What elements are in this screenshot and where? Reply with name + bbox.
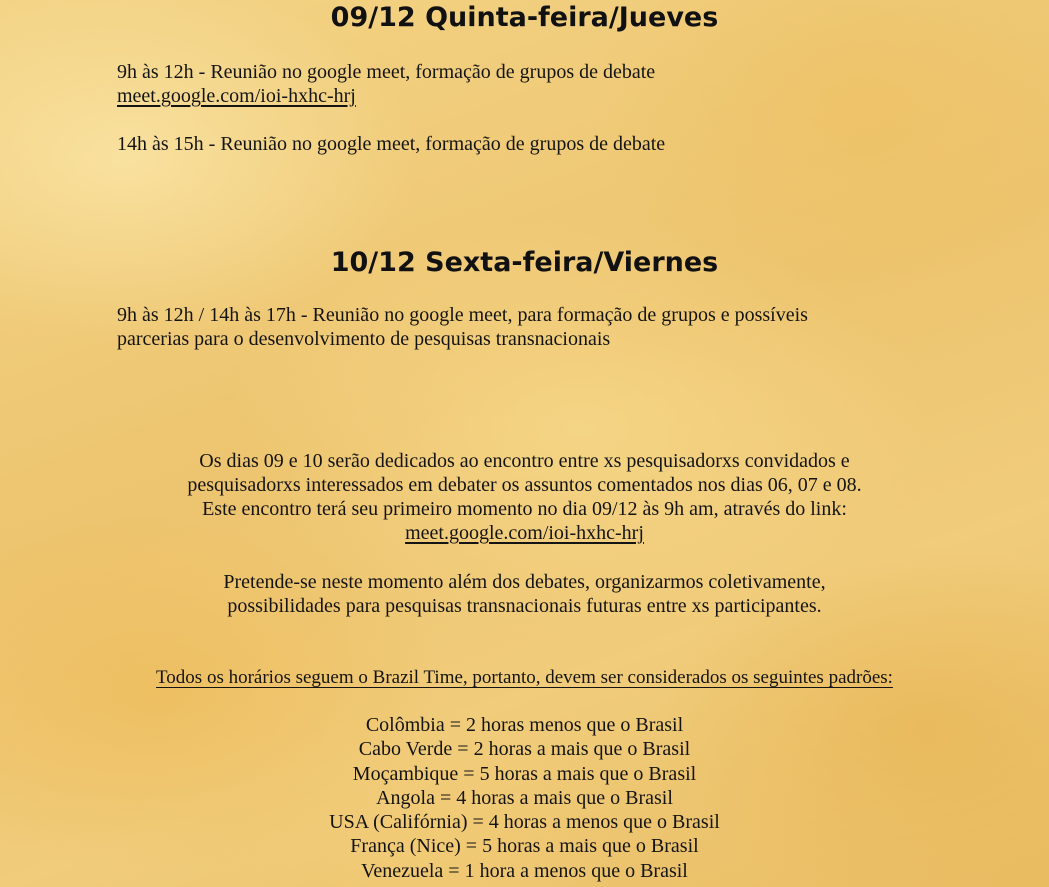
timezone-item-venezuela: Venezuela = 1 hora a menos que o Brasil bbox=[361, 859, 688, 882]
timezone-item-franca: França (Nice) = 5 horas a mais que o Brasil bbox=[350, 835, 699, 858]
timezone-note bbox=[0, 666, 1049, 690]
day1-session1 bbox=[117, 60, 997, 108]
purpose-paragraph bbox=[0, 570, 1049, 618]
day1-heading: 09/12 Quinta-feira/Jueves bbox=[330, 2, 719, 33]
timezone-list bbox=[0, 713, 1049, 883]
timezone-item-usa: USA (Califórnia) = 4 horas a menos que o Brasil bbox=[329, 811, 720, 834]
purpose-line-2: possibilidades para pesquisas transnacionais futuras entre xs participantes. bbox=[227, 595, 822, 617]
day2-heading: 10/12 Sexta-feira/Viernes bbox=[330, 247, 719, 278]
purpose-line-1: Pretende-se neste momento além dos debates, organizarmos coletivamente, bbox=[223, 571, 826, 593]
day1-session1-text: 9h às 12h - Reunião no google meet, formação de grupos de debate bbox=[117, 61, 656, 83]
timezone-note-text: Todos os horários seguem o Brazil Time, portanto, devem ser considerados os seguintes padrões: bbox=[156, 667, 893, 688]
day2-session-line2: parcerias para o desenvolvimento de pesquisas transnacionais bbox=[117, 328, 611, 350]
info-line-1: Os dias 09 e 10 serão dedicados ao encontro entre xs pesquisadorxs convidados e bbox=[199, 450, 850, 472]
timezone-item-angola: Angola = 4 horas a mais que o Brasil bbox=[376, 786, 673, 809]
day2-session-line1: 9h às 12h / 14h às 17h - Reunião no google meet, para formação de grupos e possíveis bbox=[117, 304, 808, 326]
day1-meet-link[interactable]: meet.google.com/ioi-hxhc-hrj bbox=[117, 85, 356, 107]
info-line-3: Este encontro terá seu primeiro momento no dia 09/12 às 9h am, através do link: bbox=[202, 498, 847, 520]
day1-session2: 14h às 15h - Reunião no google meet, formação de grupos de debate bbox=[117, 133, 666, 155]
day2-session bbox=[117, 303, 997, 351]
info-meet-link[interactable]: meet.google.com/ioi-hxhc-hrj bbox=[405, 522, 644, 544]
timezone-item-mocambique: Moçambique = 5 horas a mais que o Brasil bbox=[352, 762, 697, 785]
timezone-item-colombia: Colômbia = 2 horas menos que o Brasil bbox=[365, 714, 684, 736]
timezone-item-cabo-verde: Cabo Verde = 2 horas a mais que o Brasil bbox=[358, 738, 691, 761]
info-paragraph bbox=[0, 449, 1049, 545]
info-line-2: pesquisadorxs interessados em debater os assuntos comentados nos dias 06, 07 e 08. bbox=[187, 474, 862, 496]
